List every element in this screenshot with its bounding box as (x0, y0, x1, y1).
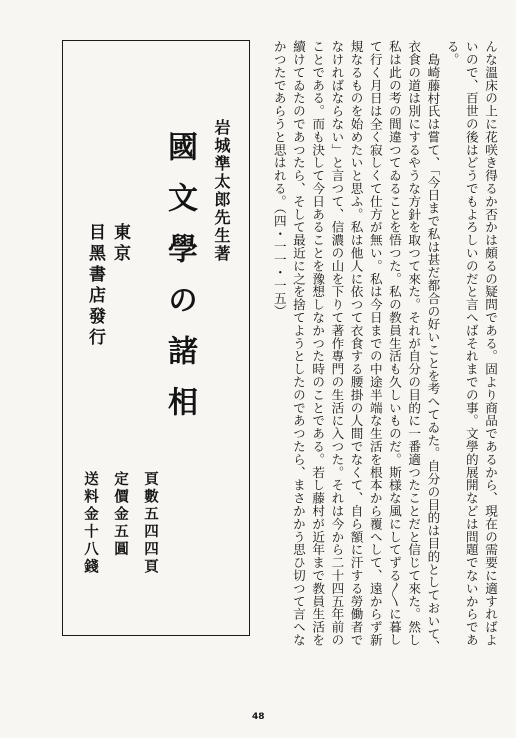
ad-publisher (83, 223, 133, 349)
book-advertisement (62, 40, 250, 636)
ad-spec-price: 定價金五圓 (112, 471, 129, 559)
ad-spec-postage: 送料金十八錢 (82, 471, 99, 576)
ad-spec-pages: 頁數五四四頁 (142, 471, 159, 576)
paragraph-1-line-2: 後はどうでもよろしいのだと言へばそれまでの事。文學的展開などは問題でないからである。 (444, 40, 479, 647)
paragraph-2-text: 島崎藤村氏は嘗て、「今日まで私は甚だ都合の好いことを考へてゐた。自分の目的は目的としておいて、衣食の道は別にするやうな方針を取つて來た。それが自分の目的に一番適つたことだと信じて來た。然し私は此の考の間違つてゐることを悟つた。私の教員生活も久しいものだ。斯様な風にしてずる〳〵に暮して行く月日は全く寂しくて仕方が無い。私は今日までの中途半端な生活を根本から覆へして、遠からず新規なるものを始めたいと思ふ。私は他人に依つて衣食する腰掛の人間でなくて、自ら額に汗する勞働者でなければならない」と言つて、信濃の山を下りて著作專門の生活に入つた。それは今から二十四五年前のことである。而も決して今日あることを豫想しなかつた時のことである。若し藤村が近年まで教員生活を續けてゐたのであつたら、そして最近に之を捨てようとしたのであつたら、まさかかう思ひ切つて言へなかつたであらうと思はれる。 (271, 40, 441, 653)
date-note: （四・一一・一五） (271, 207, 287, 318)
ad-author: 岩城準太郎先生著 (212, 119, 231, 263)
ad-book-title: 國文學の諸相 (162, 131, 197, 437)
ad-publisher-name: 目黑書店發行 (85, 223, 105, 349)
paragraph-2 (270, 40, 443, 655)
ad-specs (80, 471, 161, 576)
page-number: 48 (252, 712, 265, 722)
body-text (252, 40, 500, 655)
ad-publisher-place: 東京 (110, 223, 130, 265)
paragraph-1 (442, 40, 500, 655)
paragraph-1-line-1: んな溫床の上に花咲き得るか否かは頗るの疑問である。固より商品であるから、現在の需要に適すればよいので、百世の (463, 40, 498, 647)
